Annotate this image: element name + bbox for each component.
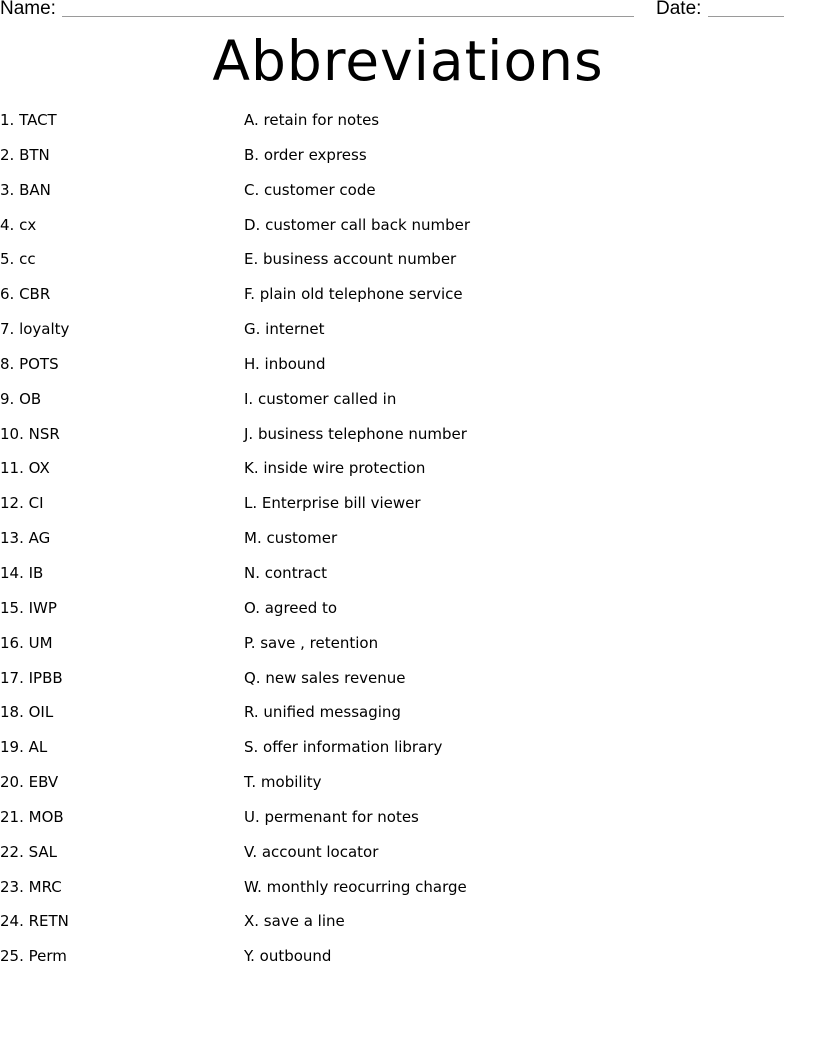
list-item xyxy=(0,316,816,351)
term-label: 10. NSR xyxy=(0,424,60,443)
term-label: 2. BTN xyxy=(0,145,50,164)
list-item xyxy=(0,421,816,456)
list-item xyxy=(0,525,816,560)
term-label: 22. SAL xyxy=(0,842,58,861)
term-label: 13. AG xyxy=(0,529,51,548)
term-label: 8. POTS xyxy=(0,354,59,373)
definition-label: R. unified messaging xyxy=(244,703,401,722)
term-label: 18. OIL xyxy=(0,703,54,722)
list-item xyxy=(0,107,816,142)
term-label: 15. IWP xyxy=(0,598,57,617)
date-field-line[interactable] xyxy=(708,16,784,17)
definition-label: N. contract xyxy=(244,563,328,582)
list-item xyxy=(0,734,816,769)
name-field-line[interactable] xyxy=(62,16,634,17)
definition-label: I. customer called in xyxy=(244,389,397,408)
list-item xyxy=(0,455,816,490)
list-item xyxy=(0,560,816,595)
definition-label: K. inside wire protection xyxy=(244,459,426,478)
definition-label: Y. outbound xyxy=(244,947,332,966)
term-label: 14. IB xyxy=(0,563,44,582)
term-label: 5. cc xyxy=(0,250,36,269)
term-label: 12. CI xyxy=(0,494,44,513)
term-label: 6. CBR xyxy=(0,285,51,304)
list-item xyxy=(0,386,816,421)
list-item xyxy=(0,490,816,525)
list-item xyxy=(0,246,816,281)
definition-label: D. customer call back number xyxy=(244,215,470,234)
definition-label: O. agreed to xyxy=(244,598,338,617)
term-label: 1. TACT xyxy=(0,111,57,129)
definition-label: S. offer information library xyxy=(244,738,443,757)
list-item xyxy=(0,804,816,839)
term-label: 20. EBV xyxy=(0,773,59,792)
list-item xyxy=(0,699,816,734)
term-label: 24. RETN xyxy=(0,912,69,931)
list-item xyxy=(0,769,816,804)
definition-label: V. account locator xyxy=(244,842,379,861)
worksheet-header xyxy=(0,0,816,22)
definition-label: W. monthly reocurring charge xyxy=(244,877,467,896)
term-label: 17. IPBB xyxy=(0,668,63,687)
definition-label: J. business telephone number xyxy=(244,424,467,443)
list-item xyxy=(0,908,816,943)
list-item xyxy=(0,212,816,247)
list-item xyxy=(0,943,816,978)
term-label: 19. AL xyxy=(0,738,48,757)
term-label: 23. MRC xyxy=(0,877,62,896)
list-item xyxy=(0,177,816,212)
definition-label: G. internet xyxy=(244,320,325,339)
definition-label: T. mobility xyxy=(244,773,322,792)
term-label: 25. Perm xyxy=(0,947,67,966)
name-label: Name: xyxy=(0,0,56,19)
definition-label: A. retain for notes xyxy=(244,111,380,129)
list-item xyxy=(0,142,816,177)
matching-list xyxy=(0,107,816,978)
list-item xyxy=(0,874,816,909)
definition-label: C. customer code xyxy=(244,180,376,199)
definition-label: P. save , retention xyxy=(244,633,379,652)
term-label: 16. UM xyxy=(0,633,53,652)
term-label: 4. cx xyxy=(0,215,37,234)
date-label: Date: xyxy=(656,0,702,19)
list-item xyxy=(0,281,816,316)
list-item xyxy=(0,839,816,874)
term-label: 7. loyalty xyxy=(0,320,70,339)
term-label: 11. OX xyxy=(0,459,50,478)
definition-label: Q. new sales revenue xyxy=(244,668,406,687)
definition-label: B. order express xyxy=(244,145,367,164)
definition-label: U. permenant for notes xyxy=(244,807,419,826)
definition-label: L. Enterprise bill viewer xyxy=(244,494,421,513)
definition-label: H. inbound xyxy=(244,354,326,373)
list-item xyxy=(0,595,816,630)
definition-label: M. customer xyxy=(244,529,338,548)
term-label: 9. OB xyxy=(0,389,42,408)
definition-label: F. plain old telephone service xyxy=(244,285,463,304)
definition-label: E. business account number xyxy=(244,250,457,269)
list-item xyxy=(0,665,816,700)
page-title: Abbreviations xyxy=(212,29,604,93)
term-label: 3. BAN xyxy=(0,180,51,199)
list-item xyxy=(0,630,816,665)
definition-label: X. save a line xyxy=(244,912,345,931)
term-label: 21. MOB xyxy=(0,807,64,826)
list-item xyxy=(0,351,816,386)
